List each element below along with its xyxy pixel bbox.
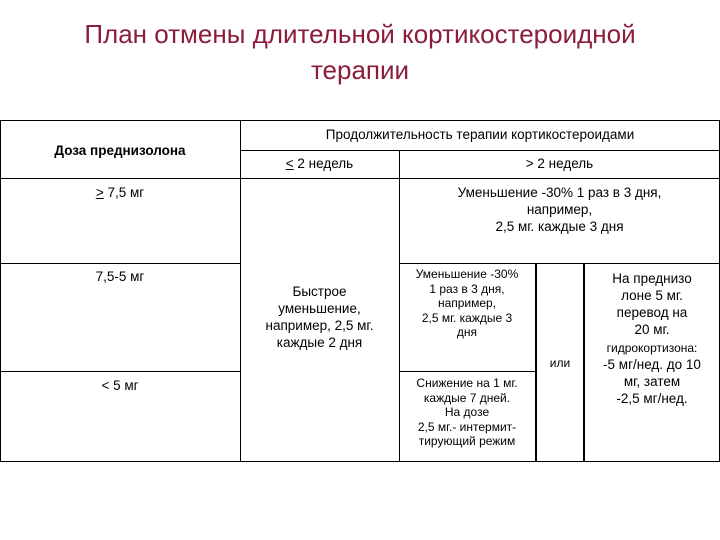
title-line-1: План отмены длительной кортикостероидной [84,19,636,49]
long-duration-row1-cell: Уменьшение -30% 1 раз в 3 дня, например, 2,5 мг. каждые 3 дня [457,185,662,234]
or-label: или [549,356,571,370]
column-short-header: < 2 недель [285,156,354,171]
long-duration-alternative-cell: На преднизо лоне 5 мг. перевод на 20 мг. гидрокортизона: -5 мг/нед. до 10 мг, затем -2,5 мг/нед. [603,271,701,406]
column-long-header: > 2 недель [525,156,594,171]
table-bottom-border [0,461,720,462]
header-divider [240,150,720,151]
short-duration-cell: Быстрое уменьшение, например, 2,5 мг. каждые 2 дня [265,284,374,350]
long-duration-row2-cell: Уменьшение -30% 1 раз в 3 дня, например, 2,5 мг. каждые 3 дня [415,267,519,339]
long-duration-row3-cell: Снижение на 1 мг. каждые 7 дней. На дозе 2,5 мг.- интермит- тирующий режим [416,376,518,448]
dose-row-1: > 7,5 мг [95,185,145,200]
row1-bottom-border-right [399,263,720,264]
row2-bottom-border [0,371,240,372]
row1-bottom-border [0,263,240,264]
dose-row-2: 7,5-5 мг [95,269,145,284]
header-bottom-border [0,178,720,179]
table-left-border [0,120,1,461]
row2-bottom-border-mid [399,371,536,372]
table-top-border [0,120,720,121]
dose-row-3: < 5 мг [101,378,139,393]
dose-header: Доза преднизолона [54,143,186,158]
title-line-2: терапии [310,55,410,85]
duration-header: Продолжительность терапии кортикостероидами [325,127,635,142]
